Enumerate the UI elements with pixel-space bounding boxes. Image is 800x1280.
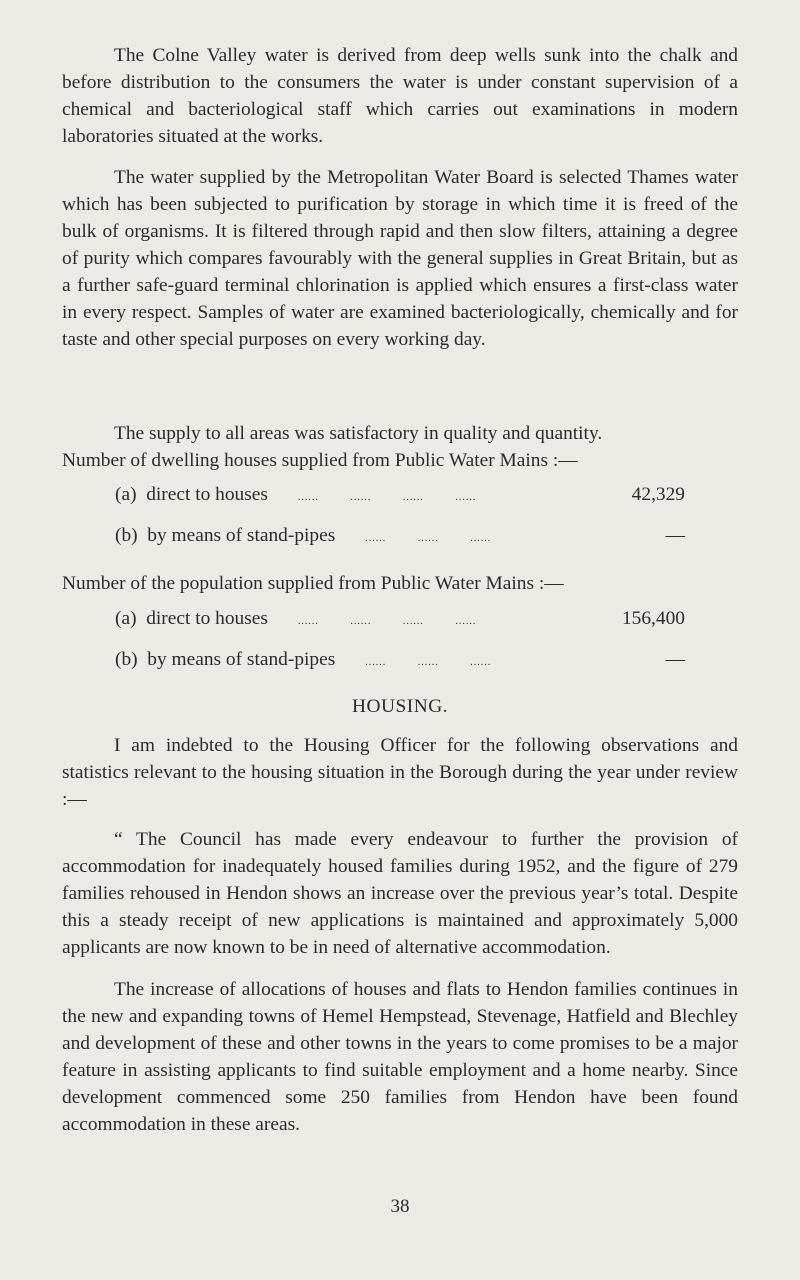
row-value: — [665,649,685,670]
row-label: (a) direct to houses [115,484,268,505]
row-label: (a) direct to houses [115,608,268,629]
paragraph-allocations: The increase of allocations of houses and flats to Hendon families continues in the new and expanding towns of Hemel Hempstead, Stevenage, Hatfield and Blechley and development of these and other towns in the years to come promises to be a major feature in assisting applicants to find suitable employment and a home nearby. Since development commenced some 250 families from Hendon have been found accommodation in these areas. [62,979,738,1135]
row-label: (b) by means of stand-pipes [115,649,336,670]
population-standpipes-row [115,646,685,673]
paragraph-housing-officer: I am indebted to the Housing Officer for the following observations and statistics relevant to the housing situation in the Borough during the year under review :— [62,735,738,810]
leader-dots: ...... ...... ...... ...... [297,492,477,503]
page-number: 38 [390,1196,410,1217]
paragraph-metropolitan-water: The water supplied by the Metropolitan Water Board is selected Thames water which has been subjected to purification by storage in which time it is freed of the bulk of organisms. It is filtered through rapid and then slow filters, attaining a degree of purity which compares favourably with the general supplies in Great Britain, but as a further safe-guard terminal chlorination is applied which ensures a first-class water in every respect. Samples of water are examined bacteriologically, chemically and for taste and other special purposes on every working day. [62,167,738,350]
row-label: (b) by means of stand-pipes [115,525,336,546]
leader-dots: ...... ...... ...... [365,657,492,668]
row-value: 156,400 [621,608,685,629]
leader-dots: ...... ...... ...... ...... [297,616,477,627]
leader-dots: ...... ...... ...... [365,533,492,544]
dwelling-direct-row [115,481,685,508]
row-value: — [665,525,685,546]
paragraph-council-endeavour: “ The Council has made every endeavour to further the provision of accommodation for inadequately housed families during 1952, and the figure of 279 families rehoused in Hendon shows an increase over the previous year’s total. Despite this a steady receipt of new applications is maintained and approximately 5,000 applicants are now known to be in need of alternative accommodation. [62,829,738,958]
paragraph-colne-valley: The Colne Valley water is derived from deep wells sunk into the chalk and before distribution to the consumers the water is under constant supervision of a chemical and bacteriological staff which carries out examinations in modern laboratories situated at the works. [62,45,738,147]
population-direct-row [115,605,685,632]
paragraph-population-heading: Number of the population supplied from Public Water Mains :— [62,573,564,594]
paragraph-supply-satisfactory: The supply to all areas was satisfactory in quality and quantity. [114,423,603,444]
paragraph-dwelling-houses-heading: Number of dwelling houses supplied from Public Water Mains :— [62,450,578,471]
row-value: 42,329 [631,484,685,505]
dwelling-standpipes-row [115,522,685,549]
section-heading-housing: HOUSING. [351,696,449,717]
